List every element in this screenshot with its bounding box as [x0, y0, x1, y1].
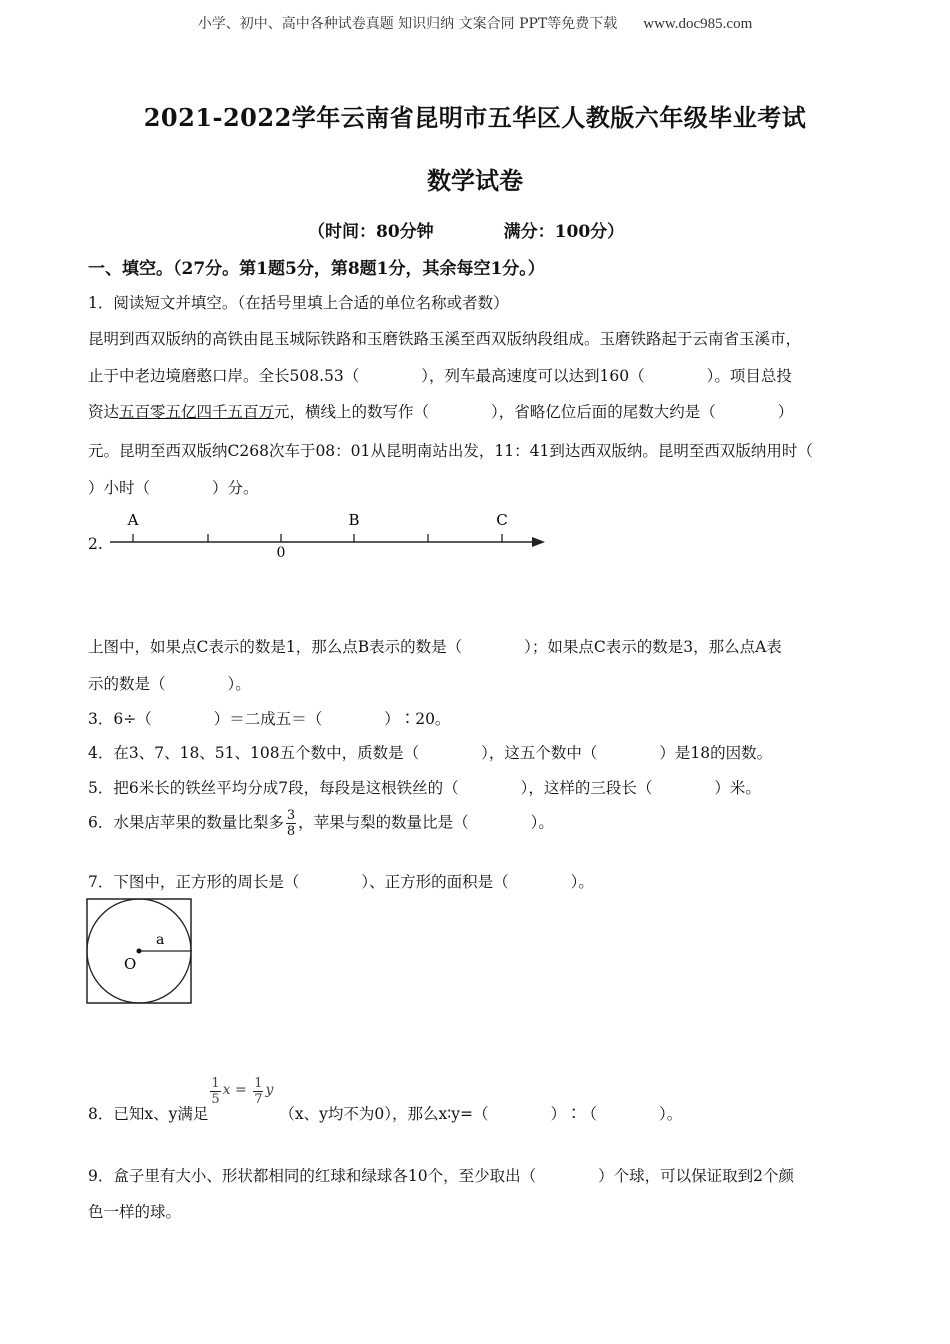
radius-label-a: a	[156, 932, 165, 948]
q1-line3	[88, 400, 793, 422]
q9-line2: 色一样的球。	[88, 1203, 182, 1221]
q8-frac1	[210, 1076, 220, 1107]
q7: 7．下图中，正方形的周长是（ ）、正方形的面积是（ ）。	[88, 873, 594, 891]
q2-line1: 上图中，如果点C表示的数是1，那么点B表示的数是（ ）；如果点C表示的数是3，那么点A表	[88, 638, 782, 656]
label-zero: 0	[276, 545, 286, 561]
q8-frac1-den: 5	[211, 1092, 220, 1107]
q6-frac-den: 8	[286, 824, 296, 839]
header-tagline: 小学、初中、高中各种试卷真题 知识归纳 文案合同 PPT等免费下载	[197, 16, 618, 32]
q8-frac2	[253, 1076, 263, 1107]
q1-intro: 1．阅读短文并填空。（在括号里填上合适的单位名称或者数）	[88, 294, 509, 312]
exam-score: 满分：100分）	[503, 222, 625, 242]
q1-line4: 元。昆明至西双版纳C268次车于08：01从昆明南站出发，11：41到达西双版纳。昆明至西双版纳用时（	[88, 442, 813, 460]
number-line-arrow-icon	[532, 537, 545, 547]
center-point	[137, 949, 142, 954]
q1-line1: 昆明到西双版纳的高铁由昆玉城际铁路和玉磨铁路玉溪至西双版纳段组成。玉磨铁路起于云南省玉溪市，	[88, 330, 802, 348]
q8-equation	[208, 1076, 273, 1107]
exam-title: 2021-2022学年云南省昆明市五华区人教版六年级毕业考试	[143, 103, 807, 132]
q6-pre: 6．水果店苹果的数量比梨多	[88, 813, 284, 832]
header-site[interactable]: www.doc985.com	[643, 16, 753, 32]
center-label-o: O	[124, 955, 137, 973]
q6	[88, 808, 554, 839]
q5: 5．把6米长的铁丝平均分成7段，每段是这根铁丝的（ ），这样的三段长（ ）米。	[88, 779, 761, 797]
q8-pre: 8．已知x、y满足	[88, 1105, 209, 1123]
q1-line3-pre: 资达	[88, 403, 120, 421]
q1-underlined-number: 五百零五亿四千五百万	[119, 403, 275, 421]
q8-var-y: y	[265, 1082, 274, 1098]
q4: 4．在3、7、18、51、108五个数中，质数是（ ），这五个数中（ ）是18的因数。	[88, 744, 773, 762]
q3: 3．6÷（ ）＝二成五＝（ ）∶20。	[88, 710, 451, 728]
exam-meta	[308, 217, 624, 242]
q8-post: （x、y均不为0），那么x∶y=（ ）∶（ ）。	[279, 1105, 683, 1123]
q8-var-x: x	[222, 1082, 231, 1098]
q8-equals: =	[235, 1082, 247, 1098]
q2-line2: 示的数是（ ）。	[88, 675, 251, 693]
q8-frac2-den: 7	[254, 1092, 263, 1107]
q1-line3-post: 元，横线上的数写作（ ），省略亿位后面的尾数大约是（ ）	[274, 403, 794, 421]
q8	[88, 1076, 682, 1124]
page-header	[0, 13, 950, 33]
q2-number: 2.	[88, 535, 103, 553]
q8-frac1-num: 1	[211, 1076, 220, 1091]
square-circle-figure	[86, 898, 194, 1006]
number-line-figure	[100, 505, 560, 565]
exam-subtitle: 数学试卷	[427, 166, 523, 195]
q6-fraction	[286, 808, 296, 839]
q9-line1: 9．盒子里有大小、形状都相同的红球和绿球各10个，至少取出（ ）个球，可以保证取到2个颜	[88, 1167, 794, 1185]
q6-post: ，苹果与梨的数量比是（ ）。	[298, 813, 554, 832]
q1-line2: 止于中老边境磨憨口岸。全长508.53（ ），列车最高速度可以达到160（ ）。项目总投	[88, 367, 792, 385]
q8-frac2-num: 1	[254, 1076, 263, 1091]
label-b: B	[348, 511, 360, 529]
q1-line5: ）小时（ ）分。	[88, 479, 259, 497]
exam-time: （时间：80分钟	[308, 222, 434, 242]
section-heading: 一、填空。（27分。第1题5分，第8题1分，其余每空1分。）	[88, 259, 545, 279]
label-a: A	[127, 511, 139, 529]
q6-frac-num: 3	[286, 808, 296, 823]
label-c: C	[496, 511, 508, 529]
